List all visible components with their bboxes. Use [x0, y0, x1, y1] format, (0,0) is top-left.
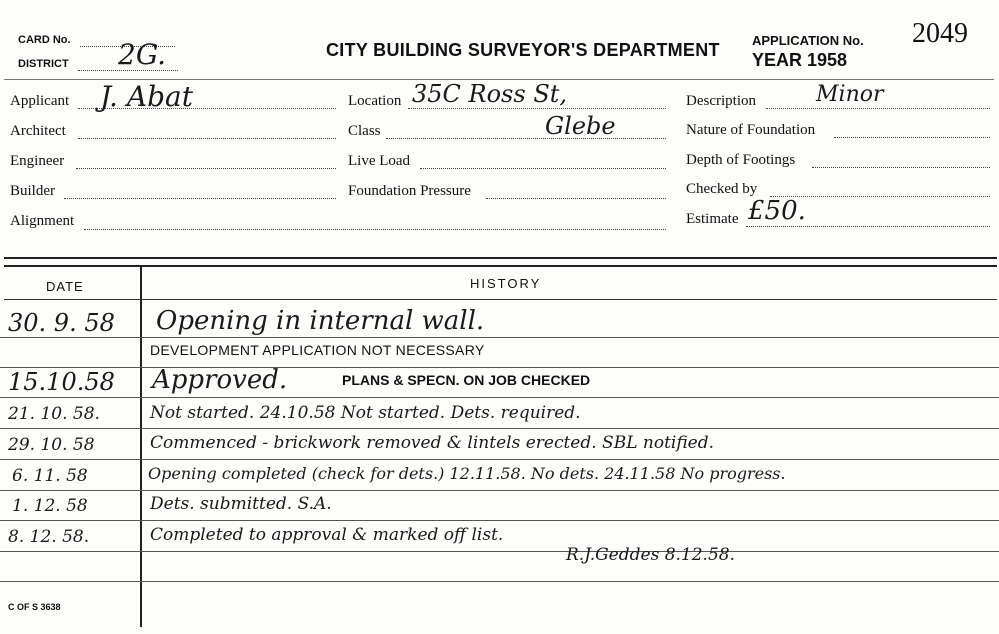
- engineer-label: Engineer: [10, 153, 65, 169]
- department-title: CITY BUILDING SURVEYOR'S DEPARTMENT: [326, 40, 720, 60]
- history-row-date: 29. 10. 58: [8, 435, 95, 455]
- nature-of-foundation-label: Nature of Foundation: [686, 122, 816, 138]
- history-row-date: 6. 11. 58: [12, 466, 88, 486]
- history-row-date: 15.10.58: [8, 368, 115, 396]
- history-row-text: Dets. submitted. S.A.: [150, 494, 332, 514]
- architect-label: Architect: [10, 123, 66, 139]
- form-number: C OF S 3638: [8, 602, 61, 612]
- history-row-text: Completed to approval & marked off list.: [150, 525, 504, 545]
- history-row-text: Approved.: [152, 365, 288, 395]
- location-value: 35C Ross St,: [412, 80, 568, 108]
- estimate-label: Estimate: [686, 211, 739, 227]
- history-row-stamp: PLANS & SPECN. ON JOB CHECKED: [342, 372, 591, 388]
- class-label: Class: [348, 123, 381, 139]
- history-row-date: 8. 12. 58.: [8, 527, 90, 547]
- history-row-date: 1. 12. 58: [12, 496, 88, 516]
- live-load-label: Live Load: [348, 153, 411, 169]
- district-label: DISTRICT: [18, 58, 69, 70]
- history-row-text: Opening in internal wall.: [156, 306, 485, 336]
- date-header: DATE: [46, 279, 84, 294]
- estimate-value: £50.: [748, 196, 806, 226]
- class-value: Glebe: [545, 112, 616, 140]
- history-row-date: 30. 9. 58: [8, 309, 115, 337]
- history-row-text: Not started. 24.10.58 Not started. Dets. required.: [150, 403, 581, 423]
- description-label: Description: [686, 93, 756, 109]
- history-row-date: 21. 10. 58.: [8, 404, 100, 424]
- builder-label: Builder: [10, 183, 55, 199]
- applicant-value: J. Abat: [100, 80, 193, 113]
- signature: R.J.Geddes 8.12.58.: [566, 545, 735, 565]
- location-label: Location: [348, 93, 402, 109]
- history-row-text: Opening completed (check for dets.) 12.11.58. No dets. 24.11.58 No progress.: [148, 464, 786, 483]
- checked-by-label: Checked by: [686, 181, 758, 197]
- foundation-pressure-label: Foundation Pressure: [348, 183, 471, 199]
- card-no-label: CARD No.: [18, 34, 71, 46]
- year-label: YEAR 1958: [752, 50, 848, 70]
- date-column-divider: [140, 267, 142, 627]
- alignment-label: Alignment: [10, 213, 75, 229]
- history-row-text: Commenced - brickwork removed & lintels erected. SBL notified.: [150, 433, 715, 453]
- history-row-stamp: DEVELOPMENT APPLICATION NOT NECESSARY: [150, 342, 485, 358]
- application-label: APPLICATION No.: [752, 33, 864, 48]
- application-number: 2049: [912, 18, 968, 49]
- description-value: Minor: [816, 82, 884, 107]
- applicant-label: Applicant: [10, 93, 70, 109]
- district-value: 2G.: [118, 38, 167, 71]
- history-header: HISTORY: [470, 276, 542, 291]
- depth-of-footings-label: Depth of Footings: [686, 152, 796, 168]
